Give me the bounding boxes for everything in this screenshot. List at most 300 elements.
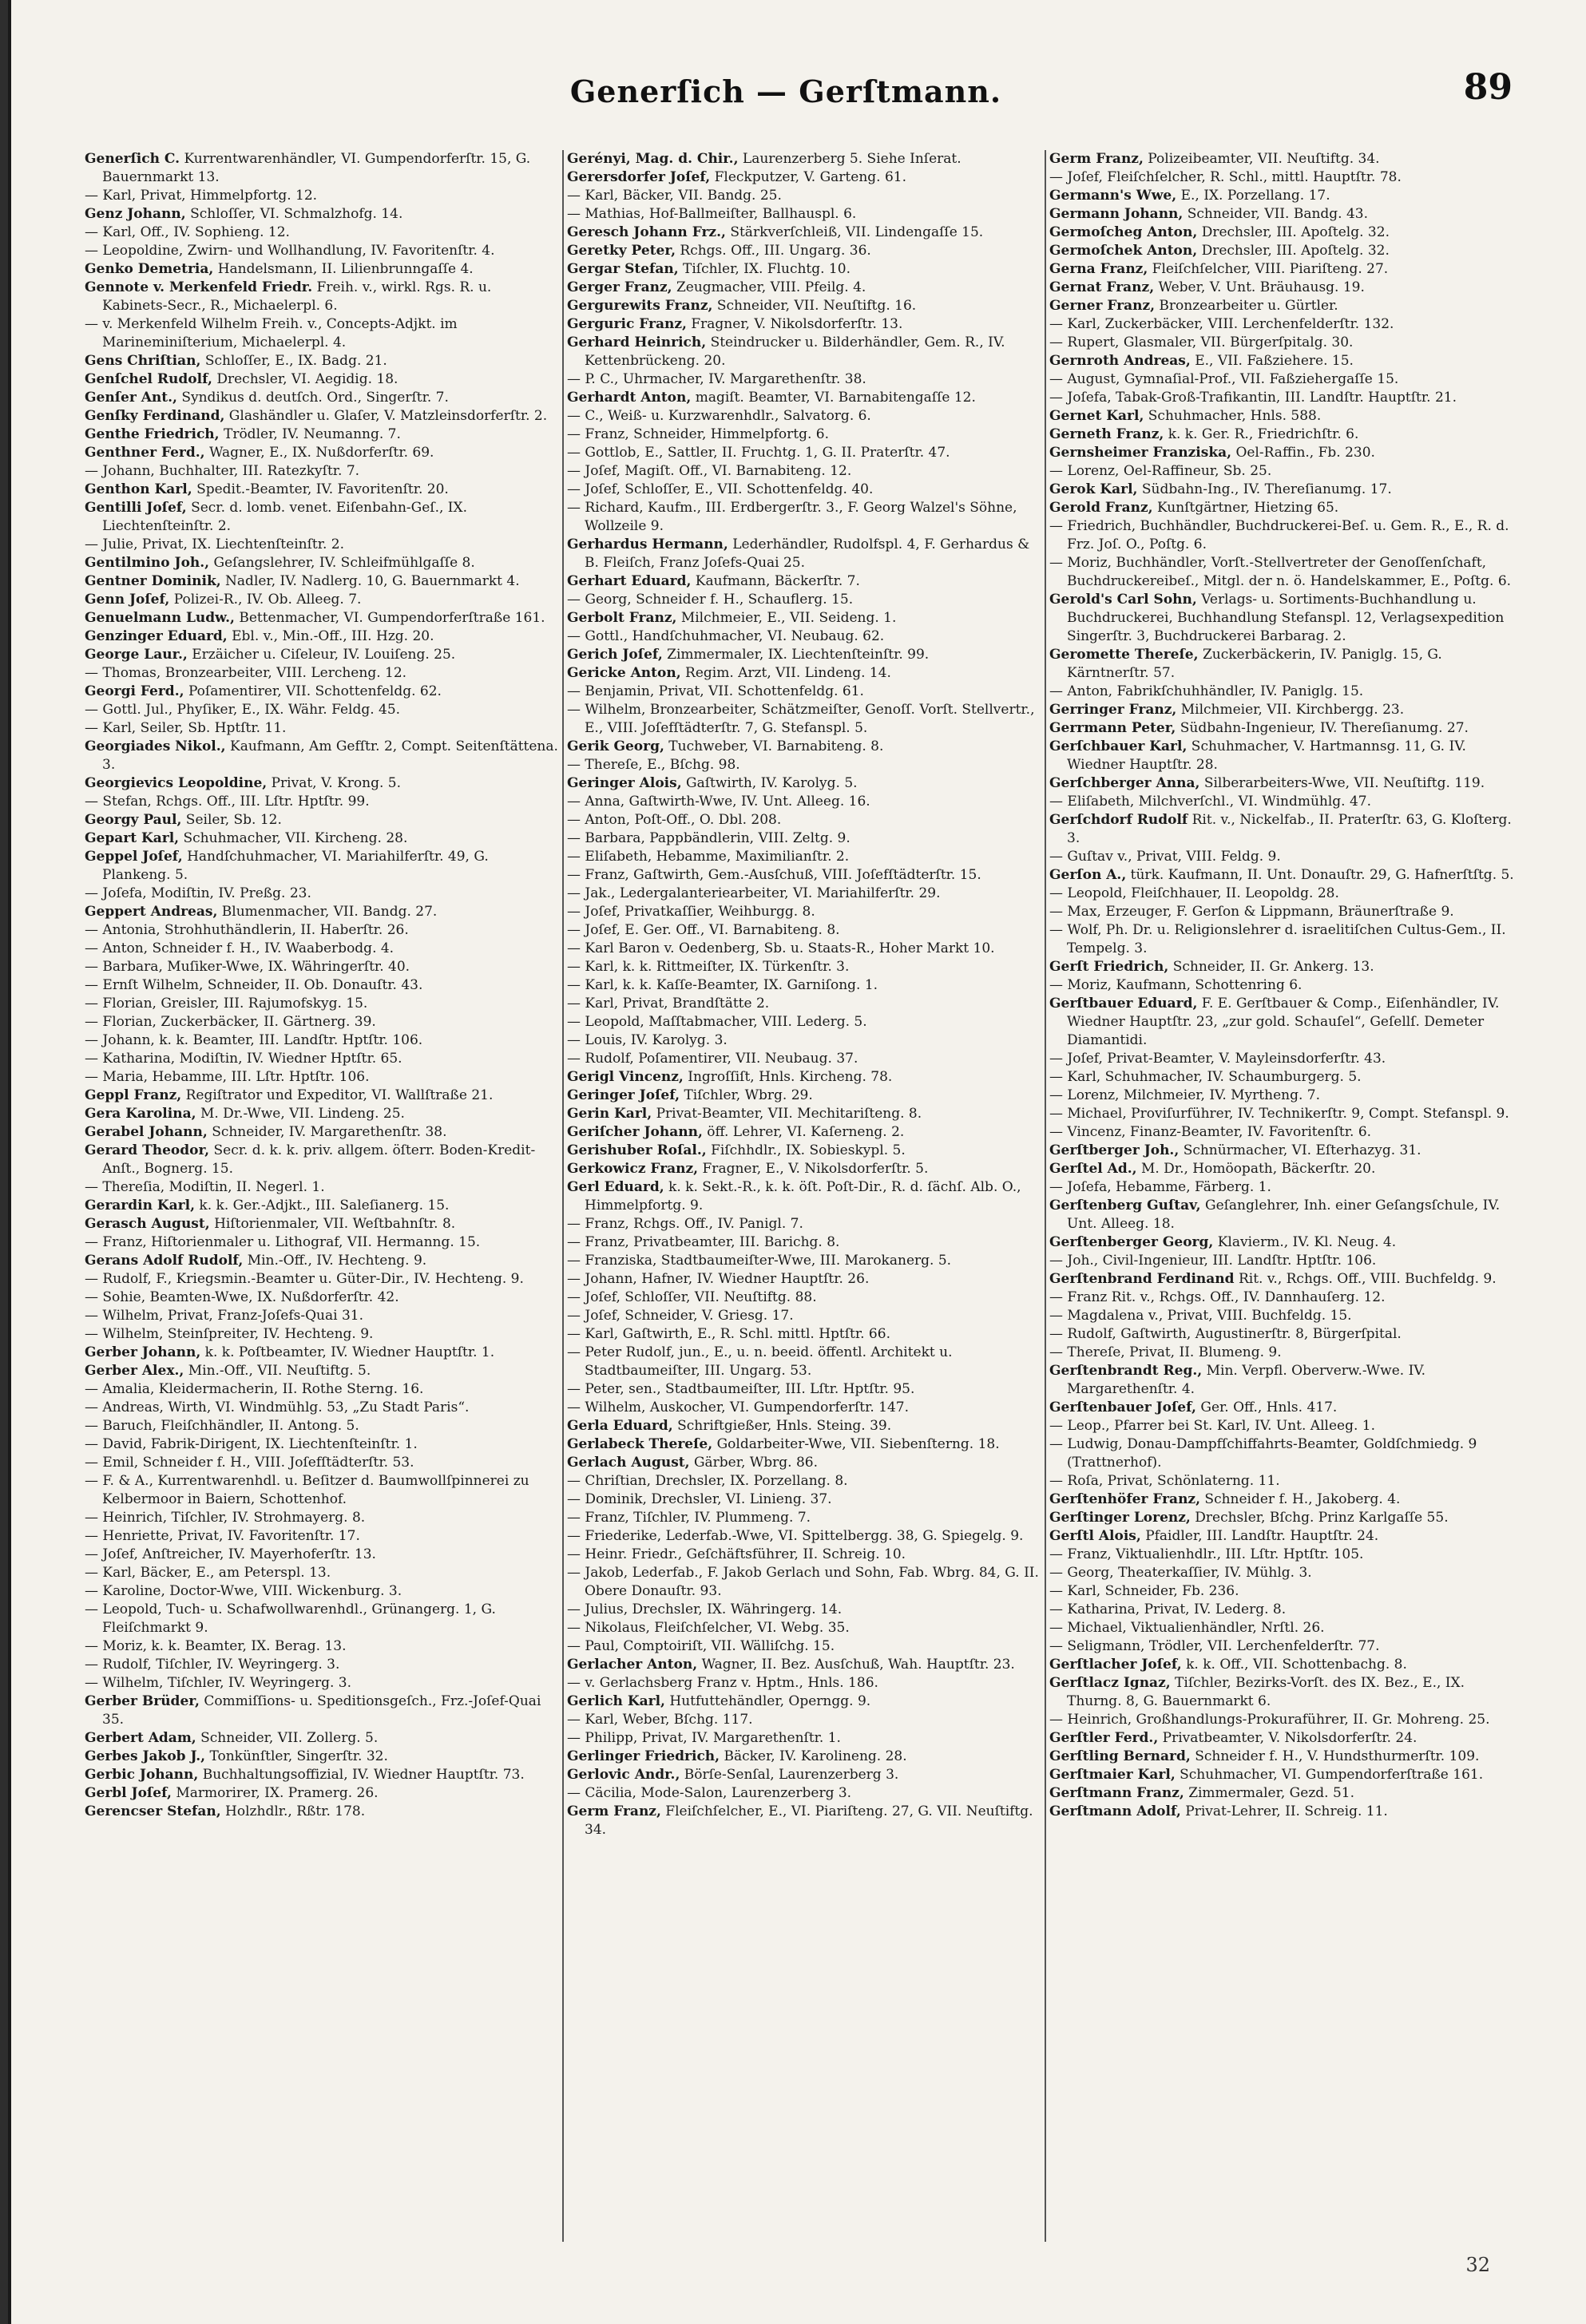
directory-entry bbox=[1049, 334, 1524, 352]
entry-details: M. Dr., Homöopath, Bäckerſtr. 20. bbox=[1140, 1161, 1376, 1177]
directory-entry bbox=[85, 1031, 559, 1050]
directory-entry bbox=[567, 1105, 1041, 1123]
entry-details: Fleiſchſelcher, VIII. Piariſteng. 27. bbox=[1152, 261, 1389, 277]
entry-details: Kaufmann, Am Gefſtr. 2, Compt. Seitenſtättena. 3. bbox=[102, 738, 558, 773]
entry-details: — Joſef, Privatkaſſier, Weihburgg. 8. bbox=[567, 904, 815, 920]
directory-entry bbox=[85, 664, 559, 683]
directory-entry bbox=[567, 738, 1041, 756]
entry-details: — Sohie, Beamten-Wwe, IX. Nußdorferſtr. 42. bbox=[85, 1289, 399, 1305]
directory-entry bbox=[85, 1197, 559, 1215]
signature-mark: 32 bbox=[1465, 2254, 1490, 2276]
entry-name: Genn Joſef, bbox=[85, 592, 170, 608]
directory-entry bbox=[1049, 591, 1524, 646]
entry-details: — Karl, k. k. Rittmeiſter, IX. Türkenſtr. 3. bbox=[567, 959, 850, 975]
directory-entry bbox=[85, 1050, 559, 1068]
directory-entry bbox=[1049, 995, 1524, 1050]
entry-details: Schneider f. H., Jakoberg. 4. bbox=[1204, 1491, 1401, 1507]
entry-name: Gerabel Johann, bbox=[85, 1124, 208, 1140]
directory-entry bbox=[85, 1068, 559, 1087]
directory-entry bbox=[567, 1766, 1041, 1784]
entry-name: Geromette Thereſe, bbox=[1049, 647, 1199, 663]
directory-entry bbox=[1049, 738, 1524, 774]
entry-details: — Karoline, Doctor-Wwe, VIII. Wickenburg. 3. bbox=[85, 1583, 402, 1599]
directory-entry bbox=[1049, 1527, 1524, 1546]
entry-details: Fiſchhdlr., IX. Sobieskypl. 5. bbox=[711, 1142, 906, 1158]
entry-name: Gergurewits Franz, bbox=[567, 298, 713, 314]
directory-entry bbox=[567, 591, 1041, 609]
directory-entry bbox=[85, 1748, 559, 1766]
entry-name: Gerber Alex., bbox=[85, 1363, 184, 1379]
directory-entry bbox=[1049, 187, 1524, 205]
entry-details: Schneider, VII. Bandg. 43. bbox=[1187, 206, 1369, 222]
entry-details: Regiſtrator und Expeditor, VI. Wallſtraße 21. bbox=[185, 1087, 494, 1103]
directory-entry bbox=[567, 1509, 1041, 1527]
directory-entry bbox=[1049, 719, 1524, 738]
entry-details: — Friedrich, Buchhändler, Buchdruckerei-Beſ. u. Gem. R., E., R. d. Frz. Joſ. O., Poſtg. 6. bbox=[1049, 518, 1509, 552]
entry-details: Polizeibeamter, VII. Neuſtiftg. 34. bbox=[1148, 151, 1380, 167]
directory-entry bbox=[1049, 921, 1524, 958]
entry-details: — Dominik, Drechsler, VI. Linieng. 37. bbox=[567, 1491, 832, 1507]
entry-name: Gera Karolina, bbox=[85, 1106, 196, 1122]
entry-details: — Joſefa, Modiſtin, IV. Preßg. 23. bbox=[85, 885, 311, 901]
directory-entry bbox=[85, 1656, 559, 1674]
directory-entry bbox=[85, 260, 559, 279]
entry-name: Gerber Brüder, bbox=[85, 1693, 200, 1709]
directory-entry bbox=[567, 1729, 1041, 1748]
directory-entry bbox=[1049, 976, 1524, 995]
entry-details: — Franziska, Stadtbaumeiſter-Wwe, III. Marokanerg. 5. bbox=[567, 1253, 952, 1269]
entry-details: — Philipp, Privat, IV. Margarethenſtr. 1. bbox=[567, 1730, 841, 1746]
directory-entry bbox=[85, 848, 559, 885]
entry-details: — Gottl. Jul., Phyſiker, E., IX. Währ. Feldg. 45. bbox=[85, 702, 401, 718]
directory-entry bbox=[567, 499, 1041, 536]
entry-details: — Karl, Weber, Bſchg. 117. bbox=[567, 1712, 753, 1728]
directory-entry bbox=[85, 1454, 559, 1472]
entry-name: Gerrmann Peter, bbox=[1049, 720, 1176, 736]
directory-entry bbox=[85, 1693, 559, 1729]
directory-entry bbox=[1049, 866, 1524, 885]
directory-entry bbox=[1049, 242, 1524, 260]
entry-details: Drechsler, III. Apoſtelg. 32. bbox=[1201, 243, 1390, 259]
entry-name: Genſky Ferdinand, bbox=[85, 408, 225, 424]
directory-entry bbox=[85, 1435, 559, 1454]
directory-entry bbox=[567, 1252, 1041, 1270]
entry-details: Oel-Raffin., Fb. 230. bbox=[1235, 445, 1375, 461]
directory-entry bbox=[85, 150, 559, 187]
entry-name: Gerringer Franz, bbox=[1049, 702, 1177, 718]
entry-name: Gerbic Johann, bbox=[85, 1767, 199, 1783]
directory-entry bbox=[567, 1050, 1041, 1068]
entry-details: — Paul, Comptoiriſt, VII. Wälliſchg. 15. bbox=[567, 1638, 835, 1654]
directory-entry bbox=[1049, 848, 1524, 866]
entry-name: Gernroth Andreas, bbox=[1049, 353, 1191, 369]
entry-details: Südbahn-Ingenieur, IV. Thereſianumg. 27. bbox=[1180, 720, 1469, 736]
entry-details: Gaſtwirth, IV. Karolyg. 5. bbox=[686, 775, 858, 791]
directory-entry bbox=[567, 1270, 1041, 1289]
directory-entry bbox=[1049, 1289, 1524, 1307]
entry-name: Gerſtlacher Joſef, bbox=[1049, 1657, 1182, 1673]
entry-name: Gerich Joſef, bbox=[567, 647, 663, 663]
entry-name: Germ Franz, bbox=[567, 1803, 661, 1819]
entry-name: Gerger Franz, bbox=[567, 279, 672, 295]
directory-entry bbox=[567, 572, 1041, 591]
entry-name: Gerold's Carl Sohn, bbox=[1049, 592, 1197, 608]
directory-entry bbox=[85, 738, 559, 774]
directory-entry bbox=[1049, 1105, 1524, 1123]
entry-details: — Barbara, Muſiker-Wwe, IX. Währingerſtr. 40. bbox=[85, 959, 410, 975]
directory-entry bbox=[1049, 444, 1524, 462]
entry-details: Stärkverſchleiß, VII. Lindengaſſe 15. bbox=[730, 224, 984, 240]
entry-name: Geretky Peter, bbox=[567, 243, 676, 259]
entry-name: Gerényi, Mag. d. Chir., bbox=[567, 151, 739, 167]
page-number: 89 bbox=[1463, 67, 1513, 108]
directory-entry bbox=[1049, 1399, 1524, 1417]
directory-entry bbox=[1049, 1491, 1524, 1509]
entry-name: Gerhart Eduard, bbox=[567, 573, 692, 589]
entry-details: Drechsler, VI. Aegidig. 18. bbox=[216, 371, 398, 387]
directory-entry bbox=[1049, 1509, 1524, 1527]
entry-details: — P. C., Uhrmacher, IV. Margarethenſtr. 38. bbox=[567, 371, 866, 387]
directory-entry bbox=[85, 940, 559, 958]
directory-entry bbox=[567, 279, 1041, 297]
directory-entry bbox=[1049, 150, 1524, 168]
directory-entry bbox=[567, 187, 1041, 205]
entry-name: Gernsheimer Franziska, bbox=[1049, 445, 1232, 461]
entry-details: — Franz, Viktualienhdlr., III. Lſtr. Hptſtr. 105. bbox=[1049, 1546, 1364, 1562]
entry-details: Secr. d. lomb. venet. Eiſenbahn-Geſ., IX. Liechtenſteinſtr. 2. bbox=[102, 500, 468, 534]
entry-name: Gerlabeck Thereſe, bbox=[567, 1436, 713, 1452]
entry-name: Gerhardus Hermann, bbox=[567, 536, 728, 552]
entry-details: — Joſef, Anſtreicher, IV. Mayerhoferſtr. 13. bbox=[85, 1546, 376, 1562]
entry-name: Gerard Theodor, bbox=[85, 1142, 210, 1158]
entry-details: — Louis, IV. Karolyg. 3. bbox=[567, 1032, 728, 1048]
entry-details: Milchmeier, VII. Kirchbergg. 23. bbox=[1180, 702, 1405, 718]
directory-entry bbox=[567, 426, 1041, 444]
entry-details: — Katharina, Modiſtin, IV. Wiedner Hptſtr. 65. bbox=[85, 1051, 402, 1067]
entry-details: Geſangslehrer, IV. Schleifmühlgaſſe 8. bbox=[213, 555, 475, 571]
entry-name: Geppert Andreas, bbox=[85, 904, 218, 920]
entry-details: Tuchweber, VI. Barnabiteng. 8. bbox=[668, 738, 884, 754]
directory-entry bbox=[85, 1307, 559, 1325]
entry-details: — Wilhelm, Auskocher, VI. Gumpendorferſtr. 147. bbox=[567, 1400, 910, 1415]
entry-details: Fragner, E., V. Nikolsdorferſtr. 5. bbox=[702, 1161, 929, 1177]
entry-details: — Jak., Ledergalanteriearbeiter, VI. Mariahilferſtr. 29. bbox=[567, 885, 941, 901]
directory-entry bbox=[1049, 1748, 1524, 1766]
entry-details: Handelsmann, II. Lilienbrunngaſſe 4. bbox=[217, 261, 474, 277]
entry-details: — Henriette, Privat, IV. Favoritenſtr. 17. bbox=[85, 1528, 360, 1544]
entry-details: Bäcker, IV. Karolineng. 28. bbox=[724, 1748, 907, 1764]
directory-entry bbox=[1049, 701, 1524, 719]
directory-entry bbox=[1049, 1068, 1524, 1087]
directory-entry bbox=[85, 903, 559, 921]
entry-name: Gerſchdorf Rudolf bbox=[1049, 812, 1188, 828]
directory-entry bbox=[1049, 1601, 1524, 1619]
directory-entry bbox=[567, 1491, 1041, 1509]
directory-entry bbox=[1049, 517, 1524, 554]
directory-entry bbox=[567, 628, 1041, 646]
directory-entry bbox=[85, 1289, 559, 1307]
directory-entry bbox=[567, 1325, 1041, 1344]
entry-name: Gerſt Friedrich, bbox=[1049, 959, 1169, 975]
directory-entry bbox=[567, 701, 1041, 738]
directory-entry bbox=[85, 1637, 559, 1656]
entry-name: Gerſtenbrandt Reg., bbox=[1049, 1363, 1203, 1379]
entry-details: — Karl, k. k. Kaſſe-Beamter, IX. Garniſong. 1. bbox=[567, 977, 878, 993]
entry-details: F. E. Gerſtbauer & Comp., Eiſenhändler, IV. Wiedner Hauptſtr. 23, „zur gold. Schauſel“, Geſellſ. Demeter Diamantidi. bbox=[1067, 996, 1500, 1048]
entry-details: — Franz, Gaſtwirth, Gem.-Ausſchuß, VIII. Joſefſtädterſtr. 15. bbox=[567, 867, 981, 883]
entry-details: — Joſef, Magiſt. Off., VI. Barnabiteng. 12. bbox=[567, 463, 852, 479]
entry-details: Schnürmacher, VI. Eſterhazyg. 31. bbox=[1183, 1142, 1421, 1158]
entry-details: — Joſef, Schloſſer, E., VII. Schottenfeldg. 40. bbox=[567, 481, 874, 497]
entry-details: Trödler, IV. Neumanng. 7. bbox=[223, 426, 401, 442]
entry-details: Zeugmacher, VIII. Pfeilg. 4. bbox=[676, 279, 866, 295]
entry-details: — Johann, Hafner, IV. Wiedner Hauptſtr. 26. bbox=[567, 1271, 870, 1287]
directory-entry bbox=[1049, 1803, 1524, 1821]
entry-details: Schuhmacher, V. Hartmannsg. 11, G. IV. Wiedner Hauptſtr. 28. bbox=[1067, 738, 1466, 773]
entry-details: — Friederike, Lederfab.-Wwe, VI. Spittelbergg. 38, G. Spiegelg. 9. bbox=[567, 1528, 1024, 1544]
entry-name: Gerishuber Roſal., bbox=[567, 1142, 707, 1158]
entry-details: — Magdalena v., Privat, VIII. Buchfeldg. 15. bbox=[1049, 1308, 1352, 1324]
directory-entry bbox=[1049, 407, 1524, 426]
entry-details: Hutfuttehändler, Operngg. 9. bbox=[669, 1693, 871, 1709]
directory-entry bbox=[567, 1307, 1041, 1325]
entry-name: Gerkowicz Franz, bbox=[567, 1161, 699, 1177]
directory-entry bbox=[85, 481, 559, 499]
directory-entry bbox=[567, 1619, 1041, 1637]
entry-details: — Georg, Theaterkaſſier, IV. Mühlg. 3. bbox=[1049, 1565, 1312, 1581]
directory-entry bbox=[85, 1142, 559, 1178]
entry-details: Fragner, V. Nikolsdorferſtr. 13. bbox=[691, 316, 903, 332]
directory-entry bbox=[1049, 297, 1524, 315]
entry-details: Min.-Off., VII. Neuſtiftg. 5. bbox=[188, 1363, 371, 1379]
entry-details: — Heinr. Friedr., Geſchäftsführer, II. Schreig. 10. bbox=[567, 1546, 906, 1562]
entry-details: — Karl, Privat, Himmelpfortg. 12. bbox=[85, 188, 318, 204]
entry-name: Gerla Eduard, bbox=[567, 1418, 673, 1434]
directory-entry bbox=[1049, 1160, 1524, 1178]
directory-entry bbox=[1049, 315, 1524, 334]
directory-entry bbox=[567, 664, 1041, 683]
directory-entry bbox=[85, 462, 559, 481]
entry-details: Blumenmacher, VII. Bandg. 27. bbox=[221, 904, 438, 920]
column-3 bbox=[1046, 150, 1527, 2242]
directory-entry bbox=[85, 499, 559, 536]
entry-details: Börſe-Senſal, Laurenzerberg 3. bbox=[684, 1767, 899, 1783]
directory-entry bbox=[1049, 1546, 1524, 1564]
directory-entry bbox=[1049, 1435, 1524, 1472]
directory-entry bbox=[85, 426, 559, 444]
entry-name: Geppl Franz, bbox=[85, 1087, 182, 1103]
directory-entry bbox=[1049, 1197, 1524, 1233]
entry-details: Rit. v., Rchgs. Off., VIII. Buchfeldg. 9. bbox=[1238, 1271, 1497, 1287]
entry-details: — Franz Rit. v., Rchgs. Off., IV. Dannhauſerg. 12. bbox=[1049, 1289, 1386, 1305]
directory-entry bbox=[1049, 1619, 1524, 1637]
entry-name: Gerok Karl, bbox=[1049, 481, 1138, 497]
entry-details: — Rudolf, Poſamentirer, VII. Neubaug. 37. bbox=[567, 1051, 858, 1067]
directory-entry bbox=[567, 921, 1041, 940]
directory-entry bbox=[85, 1417, 559, 1435]
entry-name: Germ Franz, bbox=[1049, 151, 1144, 167]
entry-details: Bronzearbeiter u. Gürtler. bbox=[1159, 298, 1338, 314]
entry-name: Generſich C. bbox=[85, 151, 180, 167]
directory-entry bbox=[1049, 426, 1524, 444]
directory-entry bbox=[85, 591, 559, 609]
entry-details: Schloſſer, E., IX. Badg. 21. bbox=[204, 353, 387, 369]
entry-details: — David, Fabrik-Dirigent, IX. Liechtenſteinſtr. 1. bbox=[85, 1436, 418, 1452]
directory-entry bbox=[85, 921, 559, 940]
entry-details: Privatbeamter, V. Nikolsdorferſtr. 24. bbox=[1162, 1730, 1417, 1746]
entry-details: — Leopold, Maſſtabmacher, VIII. Lederg. 5. bbox=[567, 1014, 867, 1030]
directory-entry bbox=[567, 1178, 1041, 1215]
directory-entry bbox=[567, 389, 1041, 407]
directory-entry bbox=[567, 976, 1041, 995]
entry-name: Gerguric Franz, bbox=[567, 316, 687, 332]
entry-name: Gerlinger Friedrich, bbox=[567, 1748, 720, 1764]
entry-details: Zuckerbäckerin, IV. Paniglg. 15, G. Kärntnerſtr. 57. bbox=[1067, 647, 1442, 681]
entry-details: — v. Gerlachsberg Franz v. Hptm., Hnls. 186. bbox=[567, 1675, 878, 1691]
directory-entry bbox=[567, 958, 1041, 976]
directory-entry bbox=[567, 1748, 1041, 1766]
entry-name: Gerl Eduard, bbox=[567, 1179, 664, 1195]
entry-details: Hiſtorienmaler, VII. Weſtbahnſtr. 8. bbox=[214, 1216, 456, 1232]
directory-entry bbox=[85, 407, 559, 426]
entry-details: — Thereſe, E., Bſchg. 98. bbox=[567, 757, 740, 773]
entry-details: Geſanglehrer, Inh. einer Geſangsſchule, IV. Unt. Alleeg. 18. bbox=[1067, 1198, 1501, 1232]
directory-entry bbox=[1049, 1050, 1524, 1068]
entry-name: Gerſchberger Anna, bbox=[1049, 775, 1200, 791]
entry-details: — Seligmann, Trödler, VII. Lerchenfelderſtr. 77. bbox=[1049, 1638, 1380, 1654]
entry-details: — Gottl., Handſchuhmacher, VI. Neubaug. 62. bbox=[567, 628, 885, 644]
entry-name: Gerbl Joſef, bbox=[85, 1785, 172, 1801]
directory-entry bbox=[1049, 1233, 1524, 1252]
entry-name: Geppel Joſef, bbox=[85, 849, 183, 865]
entry-details: — Lorenz, Oel-Raffineur, Sb. 25. bbox=[1049, 463, 1272, 479]
entry-details: Poſamentirer, VII. Schottenfeldg. 62. bbox=[188, 683, 442, 699]
directory-entry bbox=[567, 1527, 1041, 1546]
directory-entry bbox=[85, 352, 559, 370]
entry-name: Genko Demetria, bbox=[85, 261, 214, 277]
directory-entry bbox=[85, 1087, 559, 1105]
entry-details: Seiler, Sb. 12. bbox=[185, 812, 282, 828]
directory-entry bbox=[567, 481, 1041, 499]
entry-details: Tiſchler, Bezirks-Vorſt. des IX. Bez., E., IX. Thurng. 8, G. Bauernmarkt 6. bbox=[1067, 1675, 1465, 1709]
entry-name: Georgiades Nikol., bbox=[85, 738, 226, 754]
entry-details: Kaufmann, Bäckerſtr. 7. bbox=[695, 573, 860, 589]
directory-entry bbox=[567, 683, 1041, 701]
entry-details: — Moriz, Buchhändler, Vorſt.-Stellvertreter der Genoſſenſchaft, Buchdruckereibeſ., Mitgl. der n. ö. Handelskammer, E., Poſtg. 6. bbox=[1049, 555, 1512, 589]
directory-entry bbox=[1049, 958, 1524, 976]
entry-details: — Amalia, Kleidermacherin, II. Rothe Sterng. 16. bbox=[85, 1381, 424, 1397]
entry-name: George Laur., bbox=[85, 647, 188, 663]
directory-entry bbox=[85, 976, 559, 995]
directory-entry bbox=[85, 793, 559, 811]
directory-entry bbox=[1049, 1178, 1524, 1197]
directory-entry bbox=[85, 683, 559, 701]
entry-name: Gerſtinger Lorenz, bbox=[1049, 1510, 1191, 1526]
directory-entry bbox=[85, 811, 559, 829]
entry-details: — Michael, Viktualienhändler, Nrſtl. 26. bbox=[1049, 1620, 1325, 1636]
entry-name: Georgievics Leopoldine, bbox=[85, 775, 268, 791]
directory-entry bbox=[567, 1601, 1041, 1619]
entry-details: Wagner, E., IX. Nußdorferſtr. 69. bbox=[209, 445, 434, 461]
directory-entry bbox=[567, 334, 1041, 370]
entry-details: — Franz, Tiſchler, IV. Plummeng. 7. bbox=[567, 1510, 811, 1526]
entry-name: Geriſcher Johann, bbox=[567, 1124, 703, 1140]
directory-entry bbox=[567, 793, 1041, 811]
directory-entry bbox=[85, 205, 559, 224]
entry-name: Gerans Adolf Rudolf, bbox=[85, 1253, 244, 1269]
entry-name: Gerſtmaier Karl, bbox=[1049, 1767, 1176, 1783]
entry-name: Gerlich Karl, bbox=[567, 1693, 665, 1709]
entry-details: Weber, V. Unt. Bräuhausg. 19. bbox=[1158, 279, 1365, 295]
entry-details: — Ludwig, Donau-Dampfſchiffahrts-Beamter, Goldſchmiedg. 9 (Trattnerhof). bbox=[1049, 1436, 1477, 1471]
entry-name: Gerlach August, bbox=[567, 1455, 690, 1471]
entry-name: Gerasch August, bbox=[85, 1216, 210, 1232]
directory-entry bbox=[567, 756, 1041, 774]
entry-details: E., IX. Porzellang. 17. bbox=[1180, 188, 1330, 204]
entry-name: Gens Chriſtian, bbox=[85, 353, 201, 369]
directory-entry bbox=[567, 1564, 1041, 1601]
entry-name: Genthe Friedrich, bbox=[85, 426, 220, 442]
directory-entry bbox=[567, 536, 1041, 572]
entry-name: Gerner Franz, bbox=[1049, 298, 1156, 314]
entry-details: Polizei-R., IV. Ob. Alleeg. 7. bbox=[173, 592, 362, 608]
entry-details: Schneider, IV. Margarethenſtr. 38. bbox=[212, 1124, 447, 1140]
directory-entry bbox=[85, 995, 559, 1013]
directory-entry bbox=[1049, 1417, 1524, 1435]
entry-details: öff. Lehrer, VI. Kaſerneng. 2. bbox=[707, 1124, 905, 1140]
entry-name: Gepart Karl, bbox=[85, 830, 180, 846]
entry-details: — Karl, Off., IV. Sophieng. 12. bbox=[85, 224, 290, 240]
directory-entry bbox=[1049, 683, 1524, 701]
entry-details: Zimmermaler, IX. Liechtenſteinſtr. 99. bbox=[667, 647, 930, 663]
entry-name: Genz Johann, bbox=[85, 206, 186, 222]
entry-details: Goldarbeiter-Wwe, VII. Siebenſterng. 18. bbox=[716, 1436, 1000, 1452]
entry-details: — Rudolf, F., Kriegsmin.-Beamter u. Güter-Dir., IV. Hechteng. 9. bbox=[85, 1271, 524, 1287]
entry-name: Germann Johann, bbox=[1049, 206, 1184, 222]
entry-name: Gerſtberger Joh., bbox=[1049, 1142, 1180, 1158]
directory-entry bbox=[567, 1417, 1041, 1435]
entry-name: Gericke Anton, bbox=[567, 665, 681, 681]
entry-details: Privat, V. Krong. 5. bbox=[271, 775, 402, 791]
entry-details: — Julie, Privat, IX. Liechtenſteinſtr. 2. bbox=[85, 536, 344, 552]
directory-entry bbox=[85, 701, 559, 719]
directory-entry bbox=[85, 628, 559, 646]
entry-name: Gerlacher Anton, bbox=[567, 1657, 698, 1673]
directory-entry bbox=[85, 536, 559, 554]
directory-entry bbox=[1049, 1637, 1524, 1656]
directory-entry bbox=[567, 848, 1041, 866]
entry-name: Germoſchek Anton, bbox=[1049, 243, 1198, 259]
directory-entry bbox=[85, 1509, 559, 1527]
entry-name: Genthner Ferd., bbox=[85, 445, 205, 461]
directory-entry bbox=[1049, 646, 1524, 683]
column-2 bbox=[564, 150, 1046, 2242]
directory-entry bbox=[1049, 1729, 1524, 1748]
entry-details: Privat-Lehrer, II. Schreig. 11. bbox=[1185, 1803, 1388, 1819]
directory-entry bbox=[85, 1105, 559, 1123]
directory-entry bbox=[567, 1031, 1041, 1050]
entry-details: Nadler, IV. Nadlerg. 10, G. Bauernmarkt 4. bbox=[225, 573, 520, 589]
entry-details: k. k. Ger.-Adjkt., III. Saleſianerg. 15. bbox=[199, 1198, 450, 1213]
entry-details: — Antonia, Strohhuthändlerin, II. Haberſtr. 26. bbox=[85, 922, 409, 938]
directory-entry bbox=[85, 389, 559, 407]
entry-details: Lederhändler, Rudolfspl. 4, F. Gerhardus & B. Fleiſch, Franz Joſefs-Quai 25. bbox=[585, 536, 1030, 571]
entry-details: — Johann, k. k. Beamter, III. Landſtr. Hptſtr. 106. bbox=[85, 1032, 423, 1048]
entry-details: — Florian, Greisler, III. Rajumofskyg. 15. bbox=[85, 996, 368, 1012]
entry-details: Schneider, VII. Neuſtiftg. 16. bbox=[716, 298, 917, 314]
entry-details: Ebl. v., Min.-Off., III. Hzg. 20. bbox=[232, 628, 434, 644]
entry-details: — Joſef, Schloſſer, VII. Neuſtiftg. 88. bbox=[567, 1289, 817, 1305]
